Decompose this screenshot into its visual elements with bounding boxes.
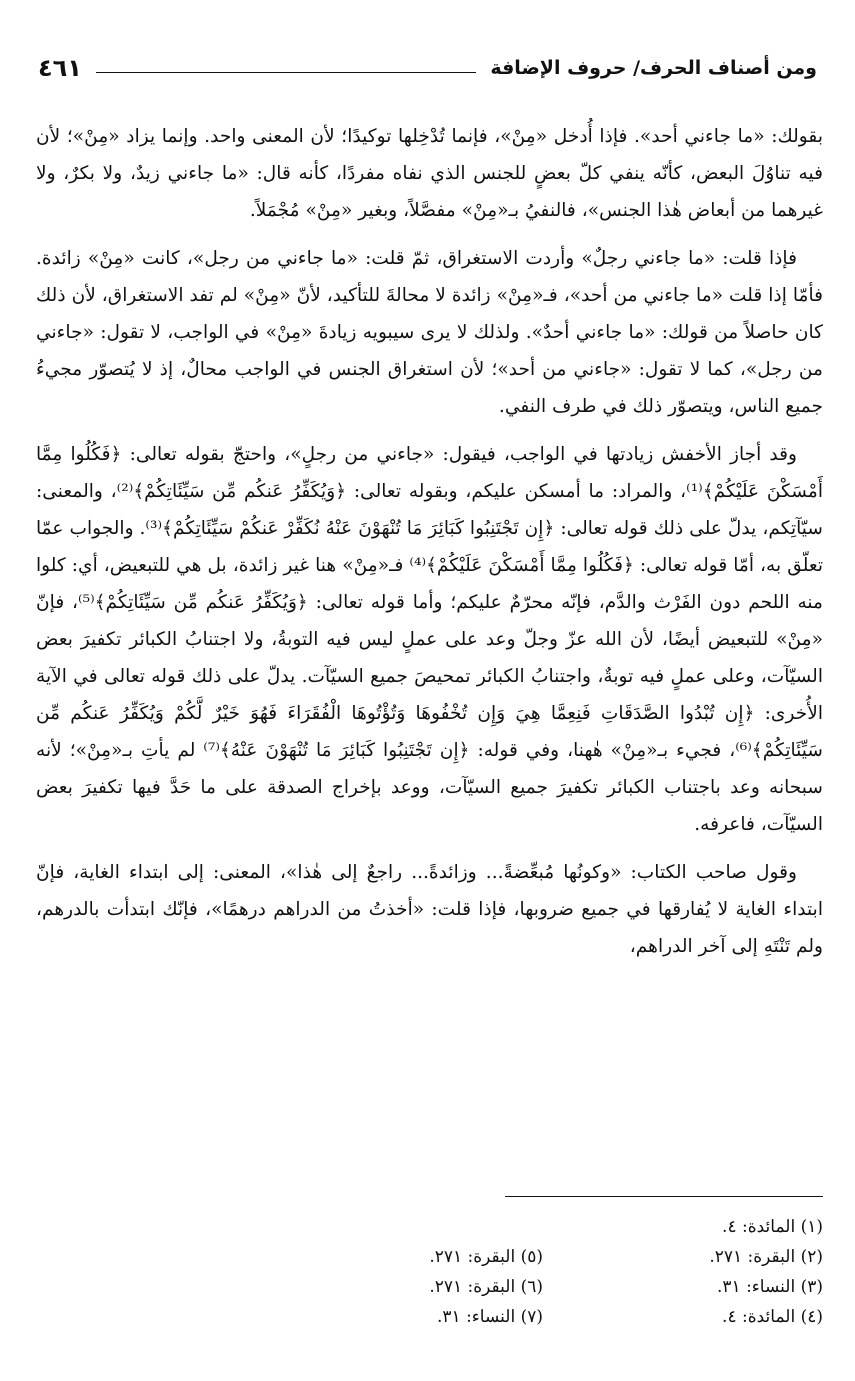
footnote-separator [505, 1196, 823, 1197]
running-title: ومن أصناف الحرف/ حروف الإضافة [490, 57, 817, 79]
page-header [38, 48, 817, 88]
footnote: (٥) البقرة: ٢٧١. [429, 1247, 543, 1267]
paragraph: بقولك: «ما جاءني أحد». فإذا أُدخل «مِنْ»، فإنما تُدْخِلها توكيدًا؛ لأن المعنى واحد. وإنما يزاد «مِنْ»؛ لأن فيه تناوُلَ البعض، كأنّه ينفي كلّ بعضٍ للجنس الذي نفاه مفردًا، كأنه قال: «ما جاءني زيدٌ، ولا بكرٌ، ولا غيرهما من أبعاض هٰذا الجنس»، فالنفيُ بـ«مِنْ» مفصَّلاً، وبغير «مِنْ» مُجْمَلاً. [36, 126, 823, 221]
footnote: (٤) المائدة: ٤. [722, 1307, 823, 1327]
paragraph: وقول صاحب الكتاب: «وكونُها مُبعِّضةً... وزائدةً... راجعٌ إلى هٰذا»، المعنى: إلى ابتداء الغاية، فإنّ ابتداء الغاية لا يُفارقها في جميع ضروبها، فإذا قلت: «أخذتُ من الدراهم درهمًا»، فإنّك ابتدأت بالدرهم، ولم تَنْتَهِ إلى آخر الدراهم، [36, 862, 823, 957]
main-text [36, 118, 823, 976]
footnote: (٢) البقرة: ٢٧١. [709, 1247, 823, 1267]
footnote: (٧) النساء: ٣١. [437, 1307, 543, 1327]
paragraph: فإذا قلت: «ما جاءني رجلٌ» وأردت الاستغراق، ثمّ قلت: «ما جاءني من رجل»، كانت «مِنْ» زائدة. فأمّا إذا قلت «ما جاءني من أحد»، فـ«مِنْ» زائدة لا محالةَ للتأكيد، لأنّ «مِنْ» لم تفد الاستغراق، لأن ذلك كان حاصلاً من قولك: «ما جاءني أحدٌ». ولذلك لا يرى سيبويه زيادةَ «مِنْ» في الواجب، لا تقول: «جاءني من رجل»، كما لا تقول: «جاءني من أحد»؛ لأن استغراق الجنس في الواجب محالٌ، إذ لا يُتصوّر مجيءُ جميع الناس، ويتصوّر ذلك في طرف النفي. [36, 248, 823, 417]
footnote: (١) المائدة: ٤. [722, 1217, 823, 1237]
footnote: (٣) النساء: ٣١. [717, 1277, 823, 1297]
paragraph: وقد أجاز الأخفش زيادتها في الواجب، فيقول: «جاءني من رجلٍ»، واحتجّ بقوله تعالى: ﴿فَكُلُوا مِمَّا أَمْسَكْنَ عَلَيْكُمْ﴾⁽¹⁾، والمراد: ما أمسكن عليكم، وبقوله تعالى: ﴿وَيُكَفِّرُ عَنكُم مِّن سَيِّئَاتِكُمْ﴾⁽²⁾، والمعنى: سيّآتِكم، يدلّ على ذلك قوله تعالى: ﴿إِن تَجْتَنِبُوا كَبَائِرَ مَا تُنْهَوْنَ عَنْهُ نُكَفِّرْ عَنكُمْ سَيِّئَاتِكُمْ﴾⁽³⁾. والجواب عمّا تعلّق به، أمّا قوله تعالى: ﴿فَكُلُوا مِمَّا أَمْسَكْنَ عَلَيْكُمْ﴾⁽⁴⁾ فـ«مِنْ» هنا غير زائدة، بل هي للتبعيض، أي: كلوا منه اللحم دون الفَرْث والدَّم، فإنّه محرّمٌ عليكم؛ وأما قوله تعالى: ﴿وَيُكَفِّرُ عَنكُم مِّن سَيِّئَاتِكُمْ﴾⁽⁵⁾، فإنّ «مِنْ» للتبعيض أيضًا، لأن الله عزّ وجلّ وعد على عملٍ ليس فيه التوبةُ، ولا اجتنابُ الكبائر تكفيرَ بعض السيّآت، وعلى عملٍ فيه توبةٌ، واجتنابُ الكبائر تمحيصَ جميع السيّآت. يدلّ على ذلك قوله تعالى في الآية الأُخرى: ﴿إِن تُبْدُوا الصَّدَقَاتِ فَنِعِمَّا هِيَ وَإِن تُخْفُوهَا وَتُؤْتُوهَا الْفُقَرَاءَ فَهُوَ خَيْرٌ لَّكُمْ وَيُكَفِّرُ عَنكُم مِّن سَيِّئَاتِكُمْ﴾⁽⁶⁾، فجيء بـ«مِنْ» هٰهنا، وفي قوله: ﴿إِن تَجْتَنِبُوا كَبَائِرَ مَا تُنْهَوْنَ عَنْهُ﴾⁽⁷⁾ لم يأتِ بـ«مِنْ»؛ لأنه سبحانه وعد باجتناب الكبائر تكفيرَ جميع السيّآت، ووعد بإخراج الصدقة على ما حَدَّ فيها تكفيرَ بعض السيّآت، فاعرفه. [36, 444, 823, 835]
header-rule [96, 72, 476, 73]
footnote: (٦) البقرة: ٢٧١. [429, 1277, 543, 1297]
footnotes [263, 1212, 823, 1332]
page-number: ٤٦١ [38, 54, 82, 82]
